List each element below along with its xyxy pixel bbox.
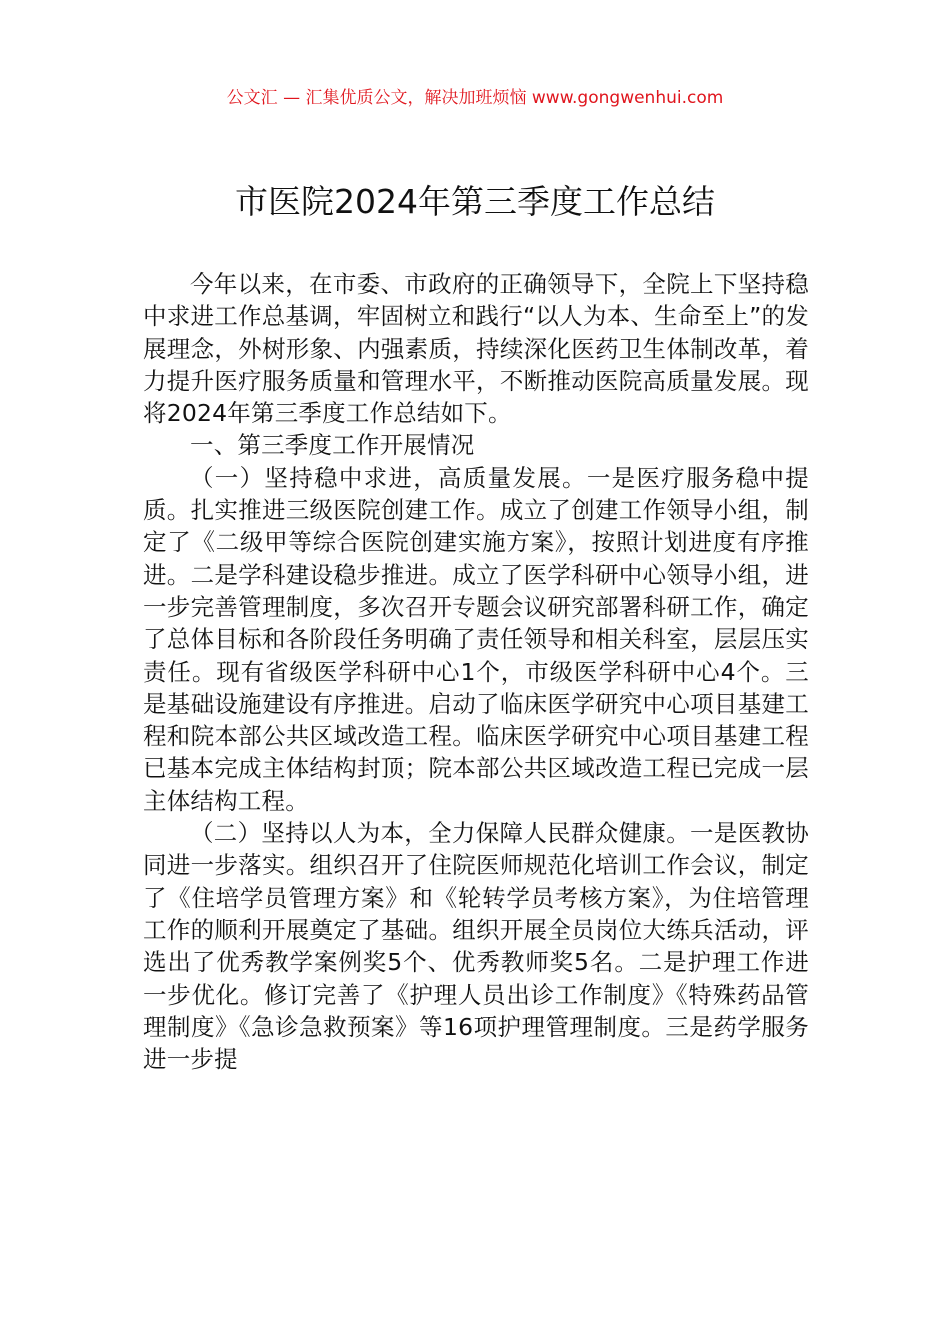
subsection-paragraph-2: （二）坚持以人为本，全力保障人民群众健康。一是医教协同进一步落实。组织召开了住院医师规范化培训工作会议，制定了《住培学员管理方案》和《轮转学员考核方案》，为住培管理工作的顺利开展奠定了基础。组织开展全员岗位大练兵活动，评选出了优秀教学案例奖5个、优秀教师奖5名。二是护理工作进一步优化。修订完善了《护理人员出诊工作制度》《特殊药品管理制度》《急诊急救预案》等16项护理管理制度。三是药学服务进一步提 — [143, 819, 809, 1074]
subsection-paragraph-1: （一）坚持稳中求进，高质量发展。一是医疗服务稳中提质。扎实推进三级医院创建工作。成立了创建工作领导小组，制定了《二级甲等综合医院创建实施方案》，按照计划进度有序推进。二是学科建设稳步推进。成立了医学科研中心领导小组，进一步完善管理制度，多次召开专题会议研究部署科研工作，确定了总体目标和各阶段任务明确了责任领导和相关科室，层层压实责任。现有省级医学科研中心1个，市级医学科研中心4个。三是基础设施建设有序推进。启动了临床医学研究中心项目基建工程和院本部公共区域改造工程。临床医学研究中心项目基建工程已基本完成主体结构封顶；院本部公共区域改造工程已完成一层主体结构工程。 — [143, 463, 809, 815]
document-title: 市医院2024年第三季度工作总结 — [235, 182, 715, 221]
document-body — [143, 268, 809, 1075]
header-banner: 公文汇 — 汇集优质公文，解决加班烦恼 www.gongwenhui.com — [226, 88, 724, 108]
intro-paragraph: 今年以来，在市委、市政府的正确领导下，全院上下坚持稳中求进工作总基调，牢固树立和践行“以人为本、生命至上”的发展理念，外树形象、内强素质，持续深化医药卫生体制改革，着力提升医疗服务质量和管理水平，不断推动医院高质量发展。现将2024年第三季度工作总结如下。 — [143, 270, 809, 428]
section-heading-1: 一、第三季度工作开展情况 — [190, 431, 475, 460]
